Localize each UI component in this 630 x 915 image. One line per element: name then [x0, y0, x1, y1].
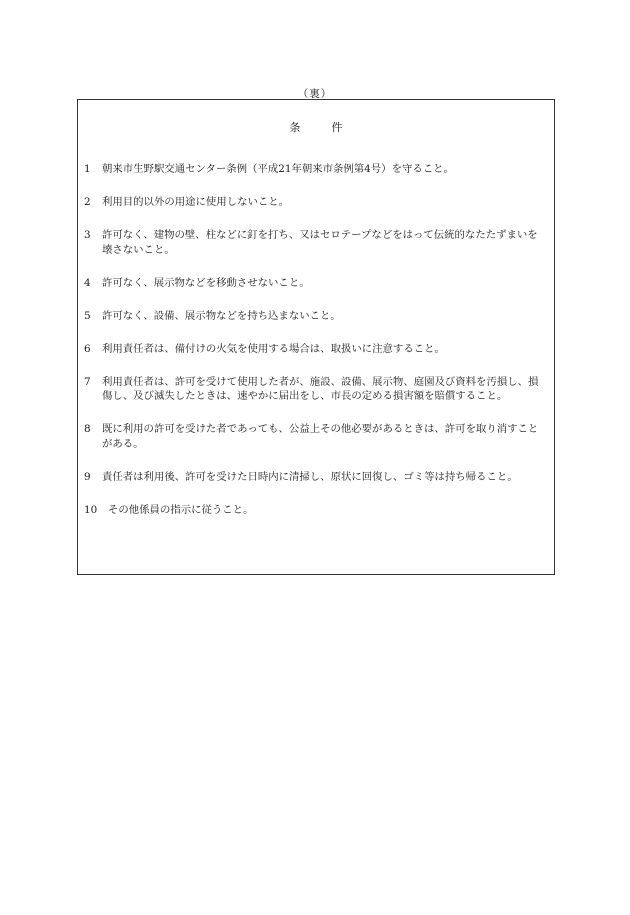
page-side-label: （裏）	[297, 88, 333, 100]
condition-text: 朝来市生野駅交通センター条例（平成21年朝来市条例第4号）を守ること。	[102, 163, 454, 175]
condition-text: 利用責任者は、許可を受けて使用した者が、施設、設備、展示物、庭園及び資料を汚損し、損傷し、及び滅失したときは、速やかに届出をし、市長の定める損害額を賠償すること。	[102, 375, 539, 402]
condition-text: 利用責任者は、備付けの火気を使用する場合は、取扱いに注意すること。	[102, 342, 445, 355]
condition-number: 9	[84, 470, 91, 483]
conditions-list	[84, 162, 548, 536]
condition-item-4	[84, 276, 548, 291]
condition-text: 責任者は利用後、許可を受けた日時内に清掃し、原状に回復し、ゴミ等は持ち帰ること。	[102, 470, 518, 483]
condition-number: 3	[84, 229, 91, 241]
condition-item-8	[84, 422, 548, 451]
conditions-title: 条 件	[289, 121, 353, 134]
condition-item-10	[84, 503, 548, 518]
condition-item-3	[84, 228, 548, 257]
condition-number: 7	[84, 375, 91, 388]
condition-text: 利用目的以外の用途に使用しないこと。	[102, 196, 290, 208]
condition-item-9	[84, 470, 548, 485]
condition-number: 6	[84, 342, 91, 355]
condition-item-5	[84, 309, 548, 324]
condition-text: 許可なく、建物の壁、柱などに釘を打ち、又はセロテープなどをはって伝統的なたたずまいを壊さないこと。	[102, 229, 538, 256]
condition-item-1	[84, 162, 548, 177]
condition-text: その他係員の指示に従うこと。	[108, 503, 254, 516]
conditions-frame	[77, 99, 555, 575]
condition-text: 許可なく、設備、展示物などを持ち込まないこと。	[102, 309, 341, 322]
condition-number: 8	[84, 423, 91, 435]
condition-number: 4	[84, 276, 91, 289]
condition-item-6	[84, 342, 548, 357]
condition-text: 許可なく、展示物などを移動させないこと。	[102, 276, 310, 289]
condition-item-7	[84, 375, 548, 404]
condition-number: 5	[84, 309, 91, 322]
condition-item-2	[84, 195, 548, 210]
condition-number: 10	[84, 503, 98, 516]
condition-text: 既に利用の許可を受けた者であっても、公益上その他必要があるときは、許可を取り消すことがある。	[102, 423, 539, 450]
condition-number: 2	[84, 196, 91, 208]
condition-number: 1	[84, 163, 91, 175]
